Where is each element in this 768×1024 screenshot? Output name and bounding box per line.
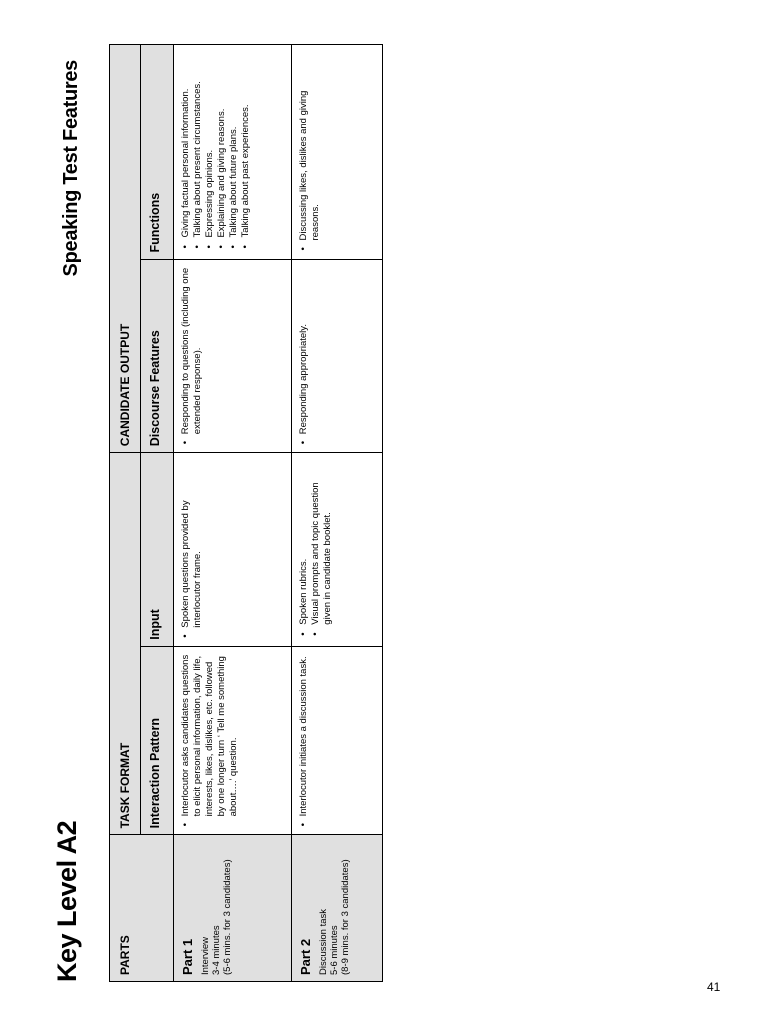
part-name: Part 1 (180, 938, 195, 975)
part-cell (174, 835, 292, 982)
bullet-item: • Talking about future plans. (228, 53, 240, 251)
part-detail: Discussion task (318, 909, 329, 975)
page-number: 41 (707, 980, 721, 994)
bullet-item: • Spoken rubrics. (298, 461, 310, 637)
bullet-item: • Interlocutor asks candidates questions to elicit personal information, daily life, interests, likes, dislikes, etc. followed by one longer turn ‘ Tell me something about….’ question. (180, 655, 240, 827)
interaction-pattern-cell (292, 646, 383, 835)
subheader-discourse-features-label: Discourse Features (148, 330, 162, 447)
part-detail: 3-4 minutes (211, 925, 222, 975)
bullet-item: • Responding to questions (including one extended response). (180, 268, 204, 445)
bullet-item: • Visual prompts and topic question given in candidate booklet. (310, 461, 334, 637)
bullet-item: • Responding appropriately. (298, 268, 310, 445)
part-detail: Interview (200, 936, 211, 975)
table-row (292, 45, 383, 982)
bullet-item: • Discussing likes, dislikes and giving reasons. (298, 53, 322, 251)
interaction-pattern-cell (174, 646, 292, 835)
bullet-item: • Giving factual personal information. (180, 53, 192, 251)
header-parts-label: PARTS (118, 935, 132, 975)
functions-cell (174, 45, 292, 260)
header-candidate-output-label: CANDIDATE OUTPUT (118, 323, 132, 447)
page-title: Key Level A2 (52, 820, 82, 982)
subheader-discourse-features (141, 259, 174, 453)
functions-cell (292, 45, 383, 260)
part-name: Part 2 (298, 938, 313, 975)
subheader-input (141, 453, 174, 646)
discourse-features-cell (292, 259, 383, 453)
bullet-item: • Expressing opinions. (204, 53, 216, 251)
bullet-item: • Talking about present circumstances. (192, 53, 204, 251)
subheader-input-label: Input (148, 609, 162, 640)
bullet-item: • Explaining and giving reasons. (216, 53, 228, 251)
subheader-interaction-pattern-label: Interaction Pattern (148, 717, 162, 829)
header-candidate-output (110, 45, 141, 453)
subheader-functions (141, 45, 174, 260)
bullet-item: • Talking about past experiences. (240, 53, 252, 251)
header-task-format (110, 453, 141, 835)
page-subtitle: Speaking Test Features (60, 60, 82, 277)
bullet-item: • Interlocutor initiates a discussion task. (298, 655, 310, 827)
speaking-test-table (109, 44, 383, 982)
part-detail: (8-9 mins. for 3 candidates) (340, 859, 351, 975)
input-cell (292, 453, 383, 646)
part-cell (292, 835, 383, 982)
table-row (174, 45, 292, 982)
header-parts (110, 835, 174, 982)
discourse-features-cell (174, 259, 292, 453)
subheader-interaction-pattern (141, 646, 174, 835)
input-cell (174, 453, 292, 646)
part-details (194, 835, 233, 981)
bullet-item: • Spoken questions provided by interlocutor frame. (180, 461, 204, 637)
part-details (312, 835, 351, 981)
part-detail: 5-6 minutes (329, 925, 340, 975)
part-detail: (5-6 mins. for 3 candidates) (222, 859, 233, 975)
subheader-functions-label: Functions (148, 192, 162, 253)
header-task-format-label: TASK FORMAT (118, 742, 132, 829)
